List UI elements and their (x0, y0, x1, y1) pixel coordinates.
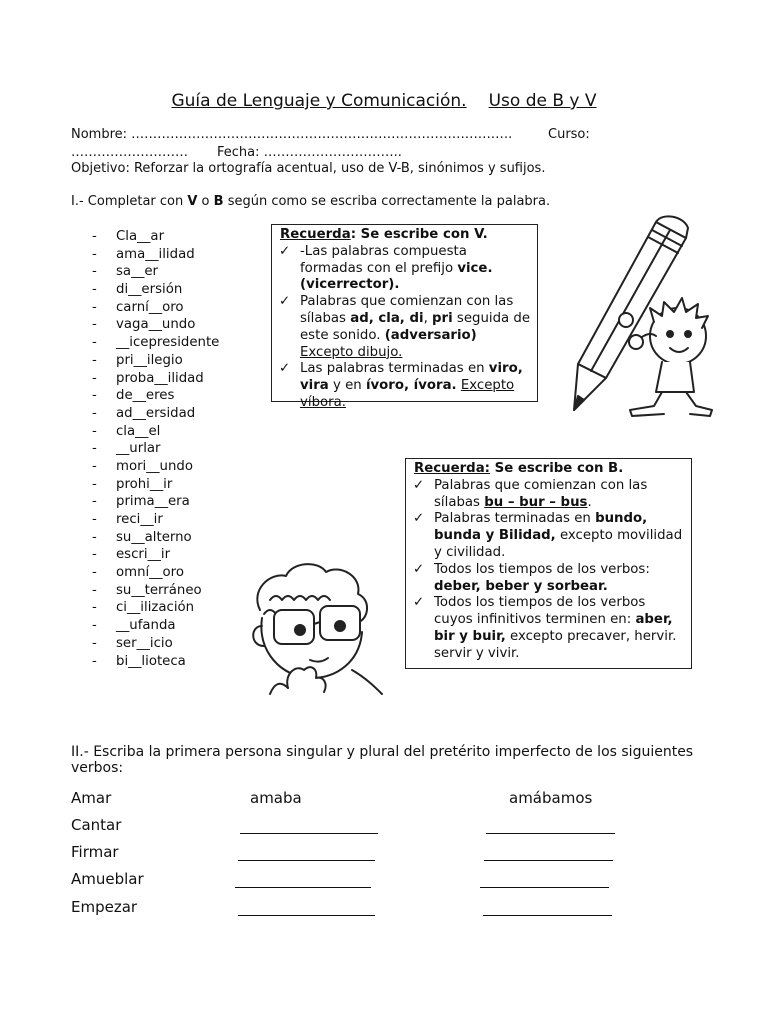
word-text: mori__undo (116, 458, 193, 474)
word-item: - cla__el (92, 423, 161, 439)
word-text: bi__lioteca (116, 653, 186, 669)
word-text: __urlar (116, 441, 161, 457)
plural-blank[interactable] (486, 833, 615, 834)
word-text: ama__ilidad (116, 246, 195, 262)
singular-blank[interactable] (235, 887, 371, 888)
recuerda-v-heading: Recuerda: Se escribe con V. (280, 227, 488, 242)
verb-label: Amueblar (71, 870, 144, 888)
recuerda-v-item: ✓ Palabras que comienzan con las sílabas ad, cla, di, pri seguida de este sonido. (adversario) Excepto dibujo. (279, 294, 531, 360)
singular-blank[interactable] (238, 860, 375, 861)
word-text: ad__ersidad (116, 405, 196, 421)
word-text: cla__el (116, 423, 161, 439)
word-text: su__alterno (116, 529, 192, 545)
word-item: - Cla__ar (92, 229, 165, 244)
word-item: - de__eres (92, 388, 175, 404)
word-text: carní__oro (116, 299, 184, 315)
word-text: prima__era (116, 494, 190, 510)
word-item: - ama__ilidad (92, 246, 195, 262)
objetivo-line: Objetivo: Reforzar la ortografía acentual, uso de V-B, sinónimos y sufijos. (71, 161, 546, 176)
word-text: Cla__ar (116, 229, 165, 244)
singular-blank[interactable] (240, 833, 378, 834)
section2-instruction: II.- Escriba la primera persona singular y plural del pretérito imperfecto de los siguientes verbos: (71, 744, 694, 776)
word-item: - sa__er (92, 264, 159, 280)
recuerda-v-box (271, 224, 538, 410)
word-item: - carní__oro (92, 299, 184, 315)
recuerda-b-item: ✓ Palabras terminadas en bundo, bunda y Bilidad, excepto movilidad y civilidad. (413, 511, 683, 560)
fecha-line: Fecha: ………………………….. (217, 145, 402, 160)
check-icon: ✓ (279, 243, 291, 259)
word-text: reci__ir (116, 512, 163, 527)
check-icon: ✓ (279, 361, 291, 377)
title-right: Uso de B y V (488, 91, 597, 111)
word-item: - __urlar (92, 441, 161, 457)
recuerda-v-item: ✓ Las palabras terminadas en viro, vira y en ívoro, ívora. Excepto víbora. (279, 361, 523, 410)
recuerda-b-heading: Recuerda: Se escribe con B. (414, 461, 624, 476)
word-item: - su__terráneo (92, 582, 202, 598)
word-item: - pri__ilegio (92, 352, 183, 368)
recuerda-b-item: ✓ Todos los tiempos de los verbos cuyos infinitivos terminen en: aber, bir y buir, excepto precaver, hervir. servir y vivir. (413, 595, 677, 661)
verb-label: Empezar (71, 898, 138, 916)
recuerda-b-box (405, 458, 692, 669)
word-item: - escri__ir (92, 547, 171, 563)
word-item: - bi__lioteca (92, 653, 186, 669)
word-item: - __ufanda (92, 618, 176, 634)
singular-blank[interactable] (238, 915, 375, 916)
word-item: - omní__oro (92, 565, 184, 581)
plural-blank[interactable] (484, 860, 613, 861)
title-left: Guía de Lenguaje y Comunicación. (171, 91, 467, 111)
page-title (0, 91, 768, 111)
child-with-glasses-illustration (240, 560, 390, 695)
word-text: __icepresidente (116, 335, 220, 351)
word-item: - prohi__ir (92, 476, 173, 492)
word-text: prohi__ir (116, 476, 173, 492)
plural-blank[interactable] (483, 915, 612, 916)
plural-blank[interactable] (480, 887, 609, 888)
plural-answer: amábamos (509, 789, 593, 807)
word-text: escri__ir (116, 547, 171, 563)
boy-with-pencil-illustration (566, 210, 716, 420)
recuerda-b-item: ✓ Todos los tiempos de los verbos: deber, beber y sorbear. (413, 561, 650, 594)
word-text: omní__oro (116, 565, 184, 581)
word-text: proba__ilidad (116, 370, 204, 386)
word-text: su__terráneo (116, 582, 202, 598)
word-text: ser__icio (116, 635, 173, 651)
word-item: - ci__ilización (92, 600, 195, 616)
word-item: - ad__ersidad (92, 405, 196, 421)
verb-label: Cantar (71, 816, 122, 834)
word-text: pri__ilegio (116, 352, 183, 368)
word-item: - di__ersión (92, 282, 183, 298)
word-item: - ser__icio (92, 635, 173, 651)
word-text: de__eres (116, 388, 175, 404)
word-item: - __icepresidente (92, 335, 220, 351)
word-item: - mori__undo (92, 458, 193, 474)
curso-line: ……………………… (71, 145, 188, 160)
word-list (92, 228, 219, 670)
word-text: sa__er (116, 264, 159, 280)
curso-label: Curso: (548, 127, 590, 142)
check-icon: ✓ (413, 511, 425, 527)
word-item: - prima__era (92, 494, 190, 510)
recuerda-v-item: ✓ -Las palabras compuesta formadas con el prefijo vice. (vicerrector). (279, 243, 493, 293)
word-item: - reci__ir (92, 512, 163, 527)
word-text: di__ersión (116, 282, 183, 298)
check-icon: ✓ (413, 595, 425, 611)
word-item: - su__alterno (92, 529, 192, 545)
verb-label: Amar (71, 789, 112, 807)
section1-instruction: I.- Completar con V o B según como se escriba correctamente la palabra. (71, 194, 551, 209)
singular-answer: amaba (250, 789, 302, 807)
check-icon: ✓ (413, 561, 425, 577)
recuerda-b-item: ✓ Palabras que comienzan con las sílabas bu – bur – bus. (413, 477, 648, 510)
word-text: vaga__undo (116, 317, 196, 333)
word-text: __ufanda (116, 618, 176, 634)
verb-label: Firmar (71, 843, 119, 861)
check-icon: ✓ (279, 294, 291, 310)
word-item: - vaga__undo (92, 317, 196, 333)
nombre-line: Nombre: ……………………………………………………………………………. (71, 127, 513, 142)
word-text: ci__ilización (116, 600, 195, 616)
word-item: - proba__ilidad (92, 370, 204, 386)
check-icon: ✓ (413, 477, 425, 493)
